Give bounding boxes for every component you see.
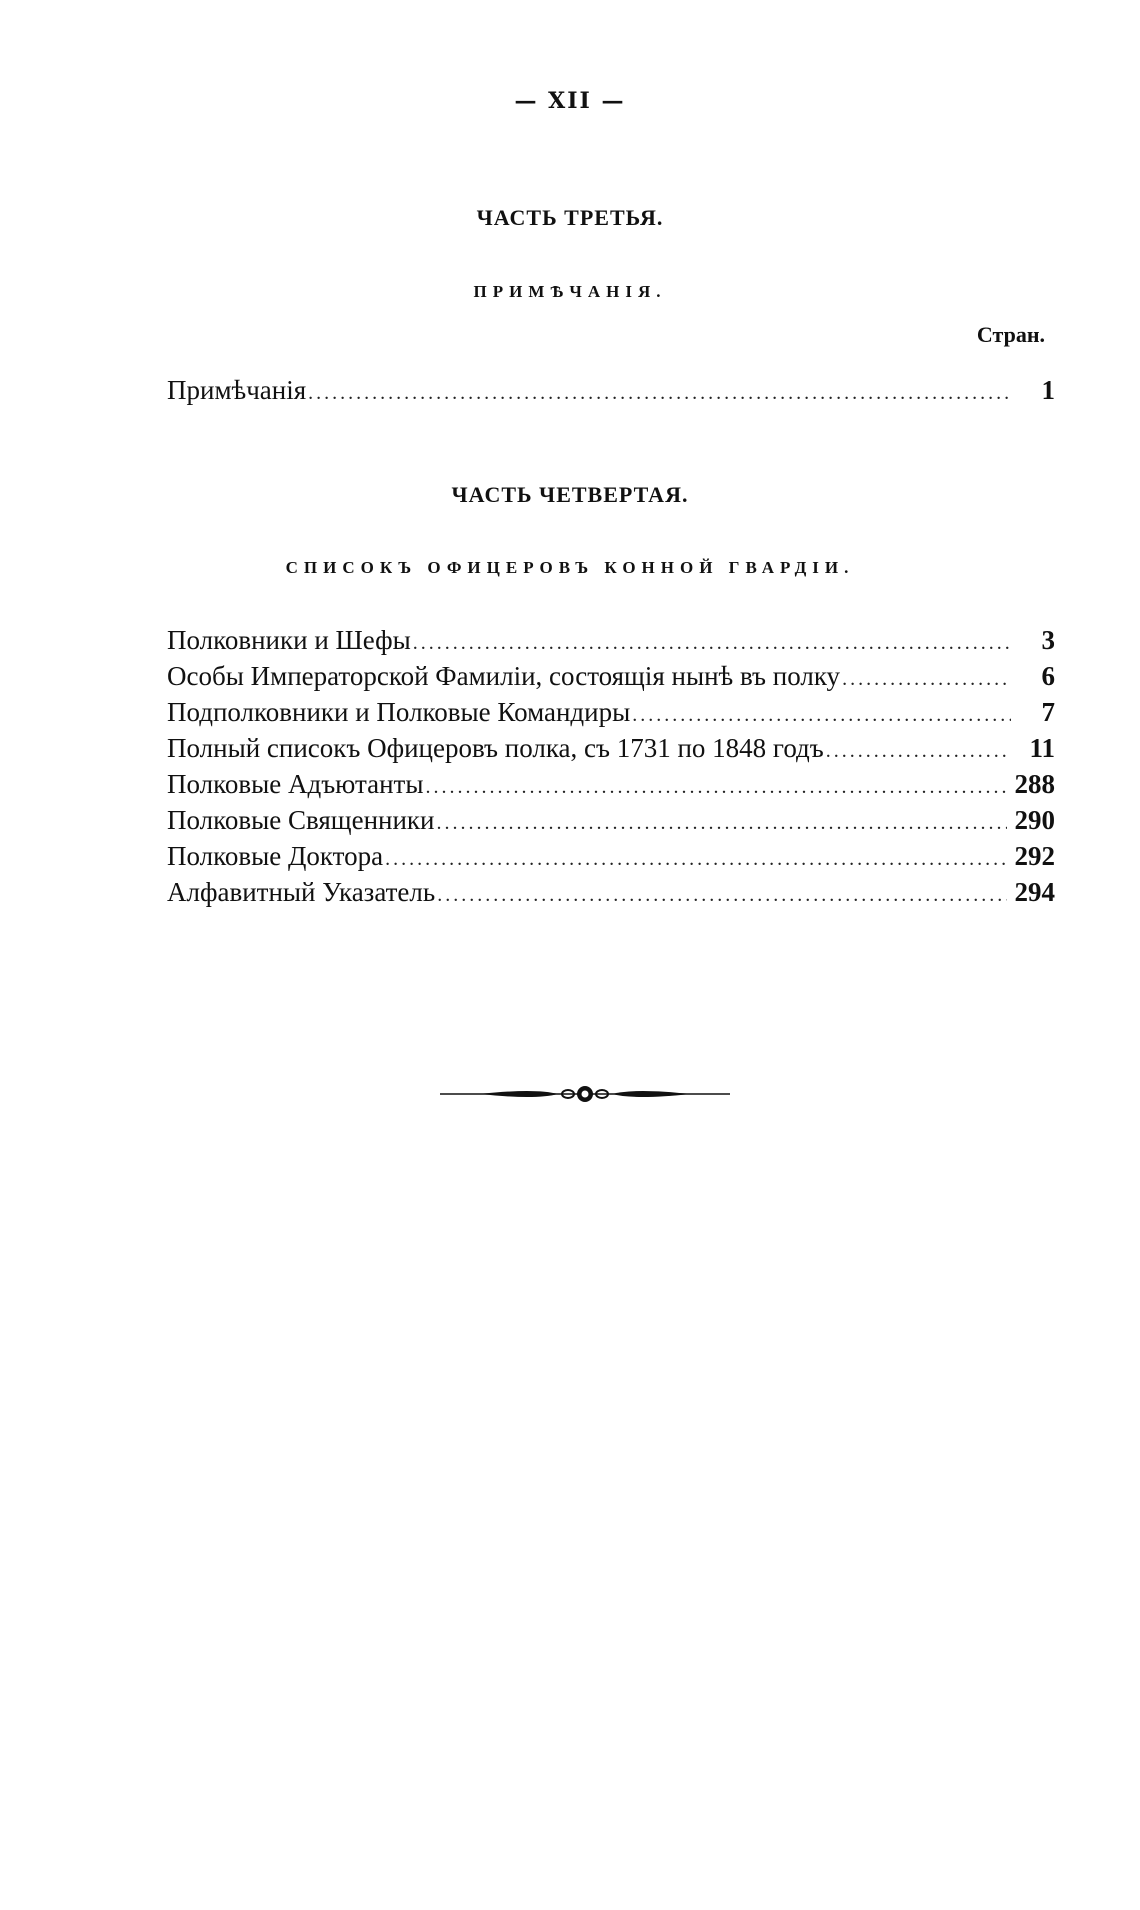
part-four-section-title: СПИСОКЪ ОФИЦЕРОВЪ КОННОЙ ГВАРДІИ.: [285, 558, 855, 577]
part-three-section-title: ПРИМѢЧАНІЯ.: [473, 282, 667, 301]
dot-leader: [437, 877, 1006, 913]
toc-entry-page: 288: [1014, 769, 1055, 799]
toc-entry-label: Особы Императорской Фамиліи, состоящія нынѣ въ полку: [167, 661, 841, 691]
printer-ornament-icon: [440, 1082, 730, 1106]
dot-leader: [826, 733, 1011, 769]
dot-leader: [632, 697, 1011, 733]
dot-leader: [426, 769, 1007, 805]
toc-entry: [167, 874, 1055, 910]
part-four-title: ЧАСТЬ ЧЕТВЕРТАЯ.: [451, 482, 689, 507]
toc-entry-label: Алфавитный Указатель: [167, 877, 436, 907]
toc-entry-label: Примѣчанія: [167, 375, 307, 405]
toc-entry: [167, 766, 1055, 802]
dot-leader: [437, 805, 1007, 841]
dot-leader: [842, 661, 1011, 697]
page-number: — XII —: [514, 88, 626, 114]
dot-leader: [308, 375, 1011, 411]
part-three-toc: [167, 372, 1055, 408]
toc-entry-label: Подполковники и Полковые Командиры: [167, 697, 631, 727]
toc-entry-label: Полковые Священники: [167, 805, 435, 835]
part-three-title: ЧАСТЬ ТРЕТЬЯ.: [476, 205, 664, 230]
dot-leader: [413, 625, 1011, 661]
toc-entry: [167, 372, 1055, 408]
toc-entry-page: 1: [1041, 375, 1055, 405]
toc-entry-page: 292: [1014, 841, 1055, 871]
toc-entry: [167, 694, 1055, 730]
toc-entry-page: 290: [1014, 805, 1055, 835]
dot-leader: [385, 841, 1006, 877]
toc-entry: [167, 802, 1055, 838]
toc-entry-page: 7: [1041, 697, 1055, 727]
toc-entry: [167, 622, 1055, 658]
toc-entry-page: 6: [1041, 661, 1055, 691]
toc-entry-label: Полковые Доктора: [167, 841, 384, 871]
page-column-label: Стран.: [976, 322, 1045, 347]
toc-entry-page: 294: [1014, 877, 1055, 907]
toc-entry-label: Полковники и Шефы: [167, 625, 411, 655]
toc-entry: [167, 658, 1055, 694]
part-four-toc: [167, 622, 1055, 910]
toc-entry-page: 11: [1029, 733, 1055, 763]
toc-entry-label: Полный списокъ Офицеровъ полка, съ 1731 по 1848 годъ: [167, 733, 824, 763]
toc-entry: [167, 730, 1055, 766]
toc-entry-page: 3: [1041, 625, 1055, 655]
toc-entry: [167, 838, 1055, 874]
toc-entry-label: Полковые Адъютанты: [167, 769, 424, 799]
